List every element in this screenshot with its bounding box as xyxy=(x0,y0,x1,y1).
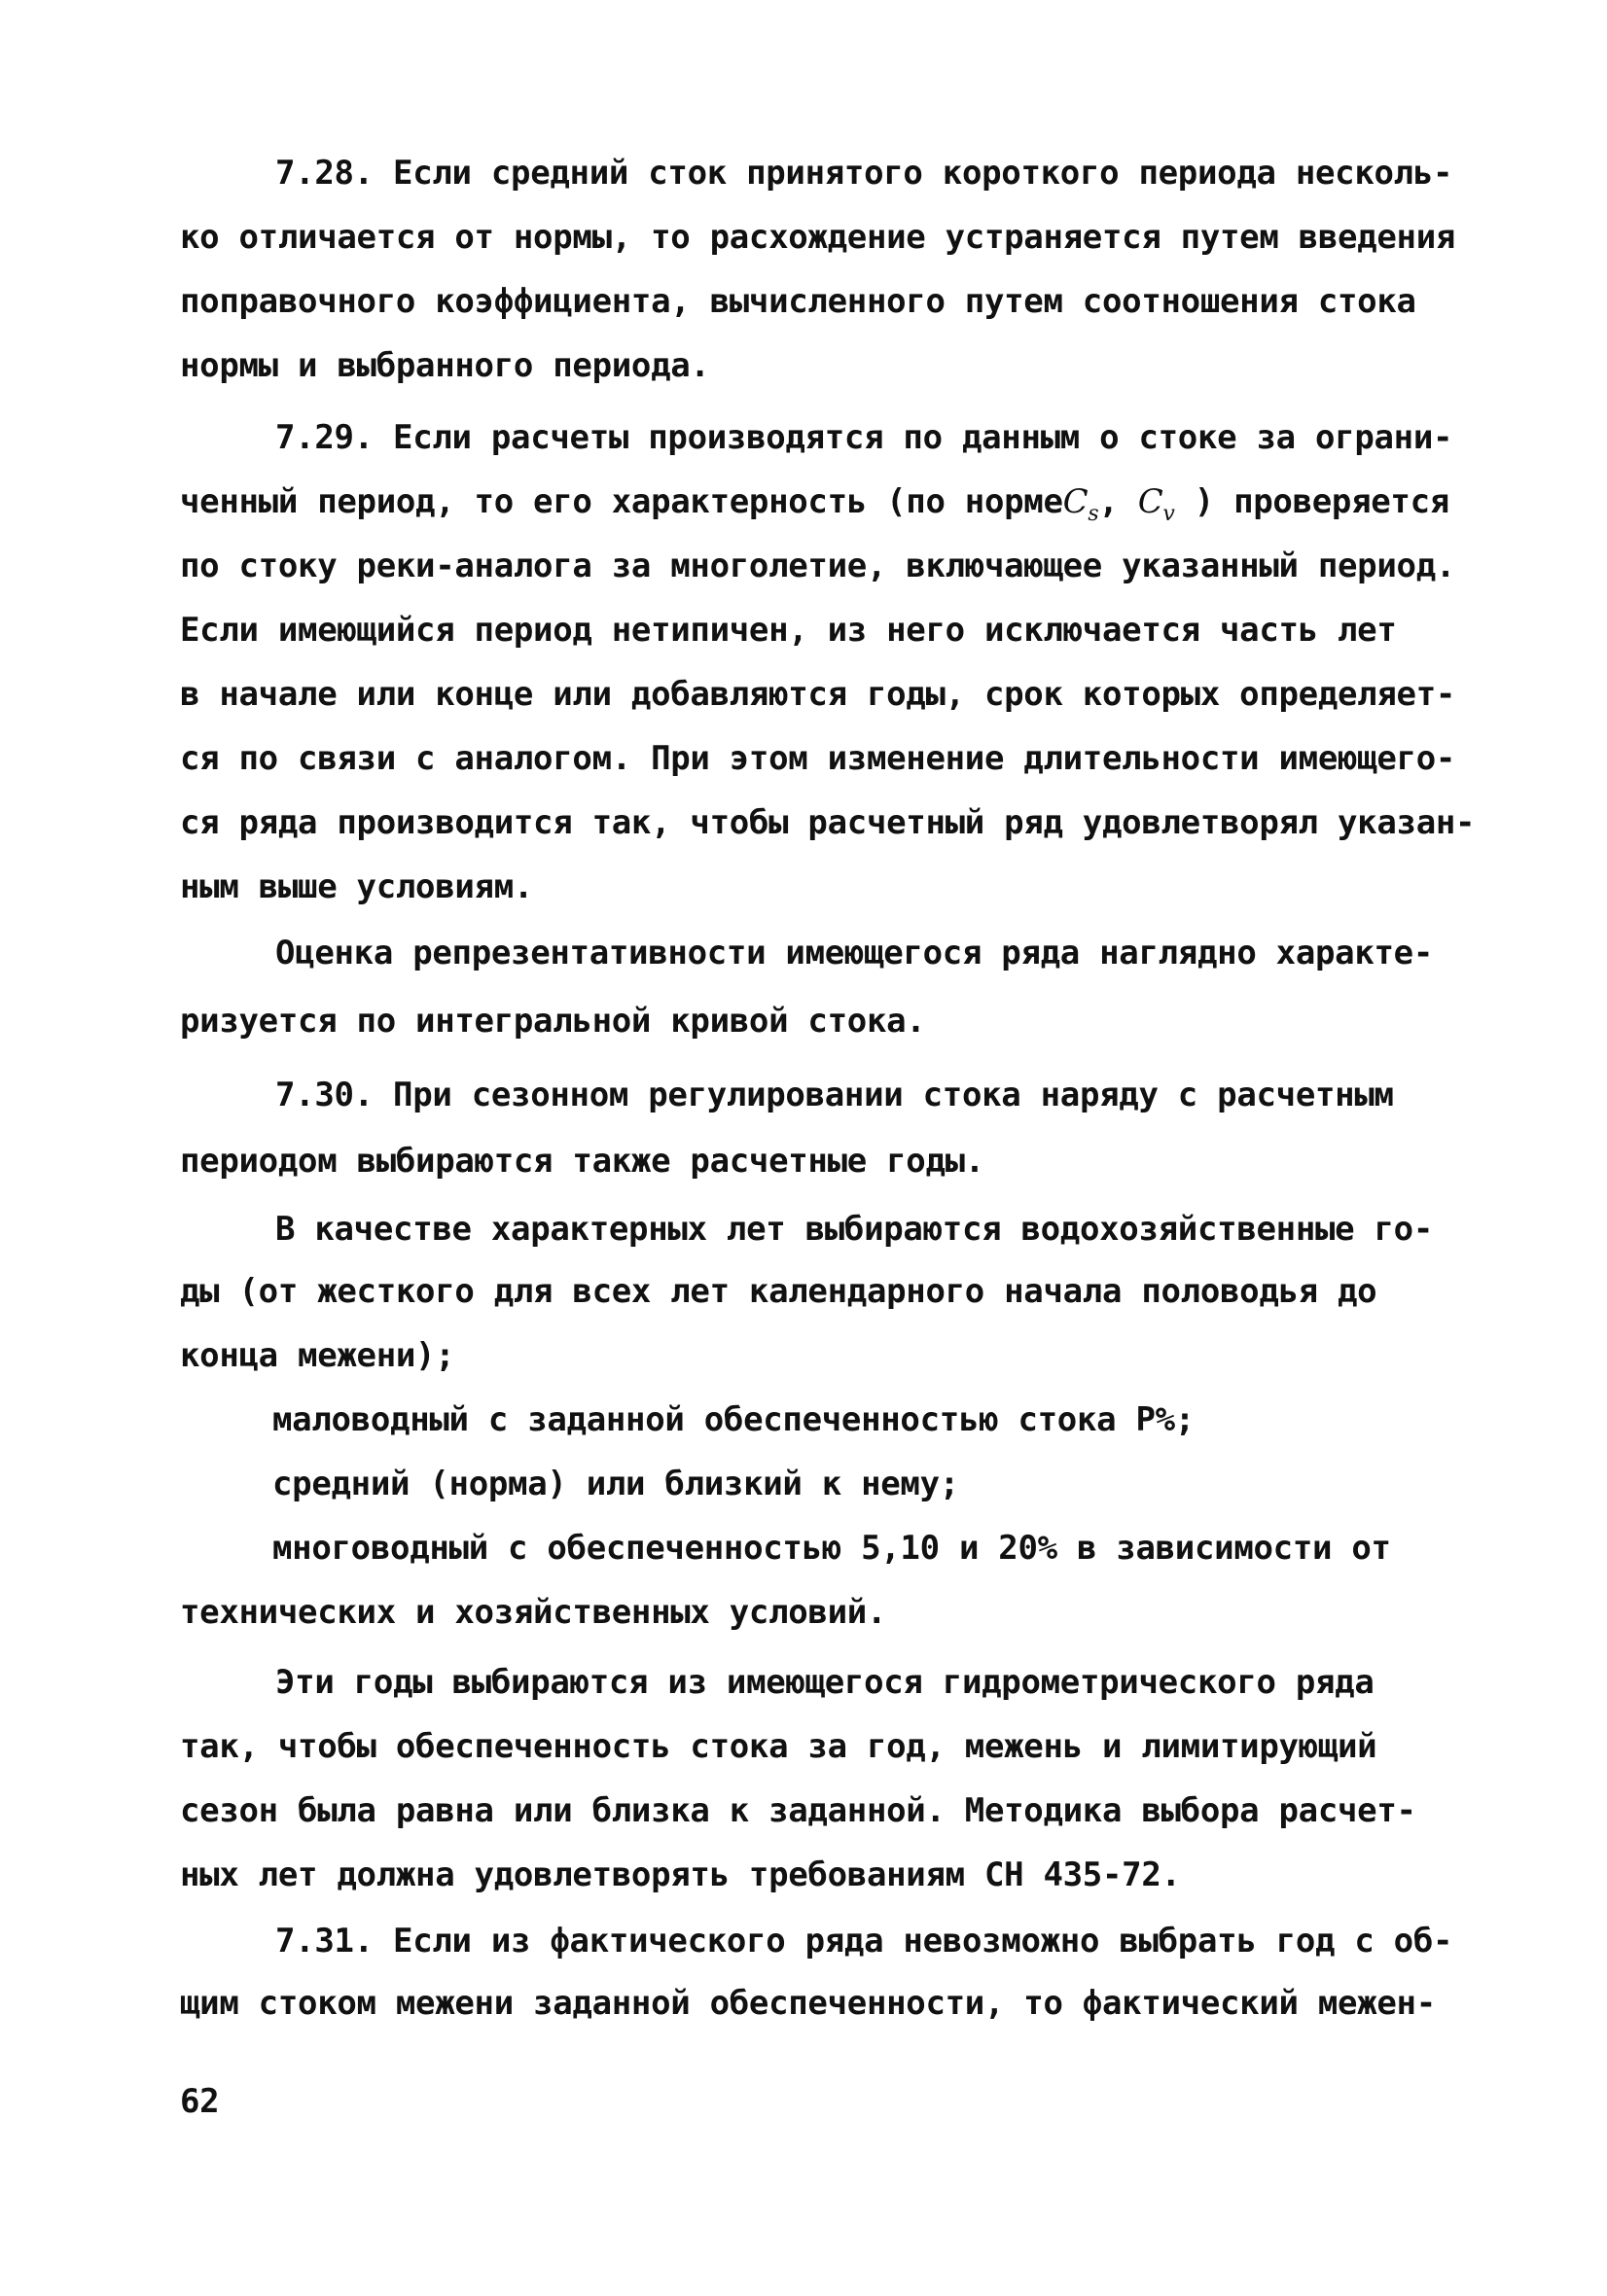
paragraph-7-28-line-3: поправочного коэффициента, вычисленного путем соотношения стока xyxy=(180,282,1416,321)
list-item-high-water-year-line-2: технических и хозяйственных условий. xyxy=(180,1593,887,1632)
cv-symbol: C xyxy=(1137,482,1163,521)
paragraph-7-28-line-1: 7.28. Если средний сток принятого короткого периода несколь- xyxy=(275,154,1453,193)
paragraph-selection-line-1: Эти годы выбираются из имеющегося гидрометрического ряда xyxy=(275,1663,1375,1702)
paragraph-7-29-line-8: ным выше условиям. xyxy=(180,867,534,906)
paragraph-7-29-line-4: Если имеющийся период нетипичен, из него исключается часть лет xyxy=(180,611,1397,650)
cv-subscript: v xyxy=(1162,501,1175,526)
list-item-high-water-year-line-1: многоводный с обеспеченностью 5,10 и 20% в зависимости от xyxy=(272,1529,1391,1568)
formula-comma: , xyxy=(1098,482,1138,521)
paragraph-characteristic-years-line-3: конца межени); xyxy=(180,1336,455,1375)
paragraph-representativeness-line-2: ризуется по интегральной кривой стока. xyxy=(180,1002,926,1041)
paragraph-7-31-line-1: 7.31. Если из фактического ряда невозможно выбрать год с об- xyxy=(275,1922,1453,1960)
paragraph-7-28-line-4: нормы и выбранного периода. xyxy=(180,346,710,385)
paragraph-selection-line-3: сезон была равна или близка к заданной. Методика выбора расчет- xyxy=(180,1791,1416,1830)
paragraph-7-31-line-2: щим стоком межени заданной обеспеченности, то фактический межен- xyxy=(180,1984,1436,2023)
paragraph-7-30-line-2: периодом выбираются также расчетные годы. xyxy=(180,1142,984,1181)
paragraph-7-28-line-2: ко отличается от нормы, то расхождение устраняется путем введения xyxy=(180,218,1456,257)
paragraph-7-29-line-3: по стоку реки-аналога за многолетие, включающее указанный период. xyxy=(180,547,1456,585)
paragraph-7-29-line-1: 7.29. Если расчеты производятся по данным о стоке за ограни- xyxy=(275,418,1453,457)
list-item-low-water-year: маловодный с заданной обеспеченностью стока Р%; xyxy=(272,1400,1195,1439)
paragraph-7-29-line-7: ся ряда производится так, чтобы расчетный ряд удовлетворял указан- xyxy=(180,803,1476,842)
formula-tail: ) проверяется xyxy=(1174,482,1449,521)
paragraph-selection-line-4: ных лет должна удовлетворять требованиям СН 435-72. xyxy=(180,1855,1181,1894)
cs-subscript: s xyxy=(1088,501,1099,526)
cs-symbol: C xyxy=(1062,482,1089,521)
paragraph-7-30-line-1: 7.30. При сезонном регулировании стока наряду с расчетным xyxy=(275,1076,1394,1114)
paragraph-representativeness-line-1: Оценка репрезентативности имеющегося ряда наглядно характе- xyxy=(275,934,1434,972)
paragraph-7-29-line-6: ся по связи с аналогом. При этом изменение длительности имеющего- xyxy=(180,739,1456,778)
paragraph-7-29-line-5: в начале или конце или добавляются годы, срок которых определяет- xyxy=(180,675,1456,714)
page-number: 62 xyxy=(180,2082,220,2121)
line-text: ченный период, то его характерность (по норме xyxy=(180,482,1063,521)
paragraph-7-29-line-2 xyxy=(180,482,1449,526)
paragraph-selection-line-2: так, чтобы обеспеченность стока за год, межень и лимитирующий xyxy=(180,1727,1377,1766)
paragraph-characteristic-years-line-1: В качестве характерных лет выбираются водохозяйственные го- xyxy=(275,1210,1434,1249)
paragraph-characteristic-years-line-2: ды (от жесткого для всех лет календарного начала половодья до xyxy=(180,1272,1377,1311)
list-item-average-year: средний (норма) или близкий к нему; xyxy=(272,1465,959,1503)
